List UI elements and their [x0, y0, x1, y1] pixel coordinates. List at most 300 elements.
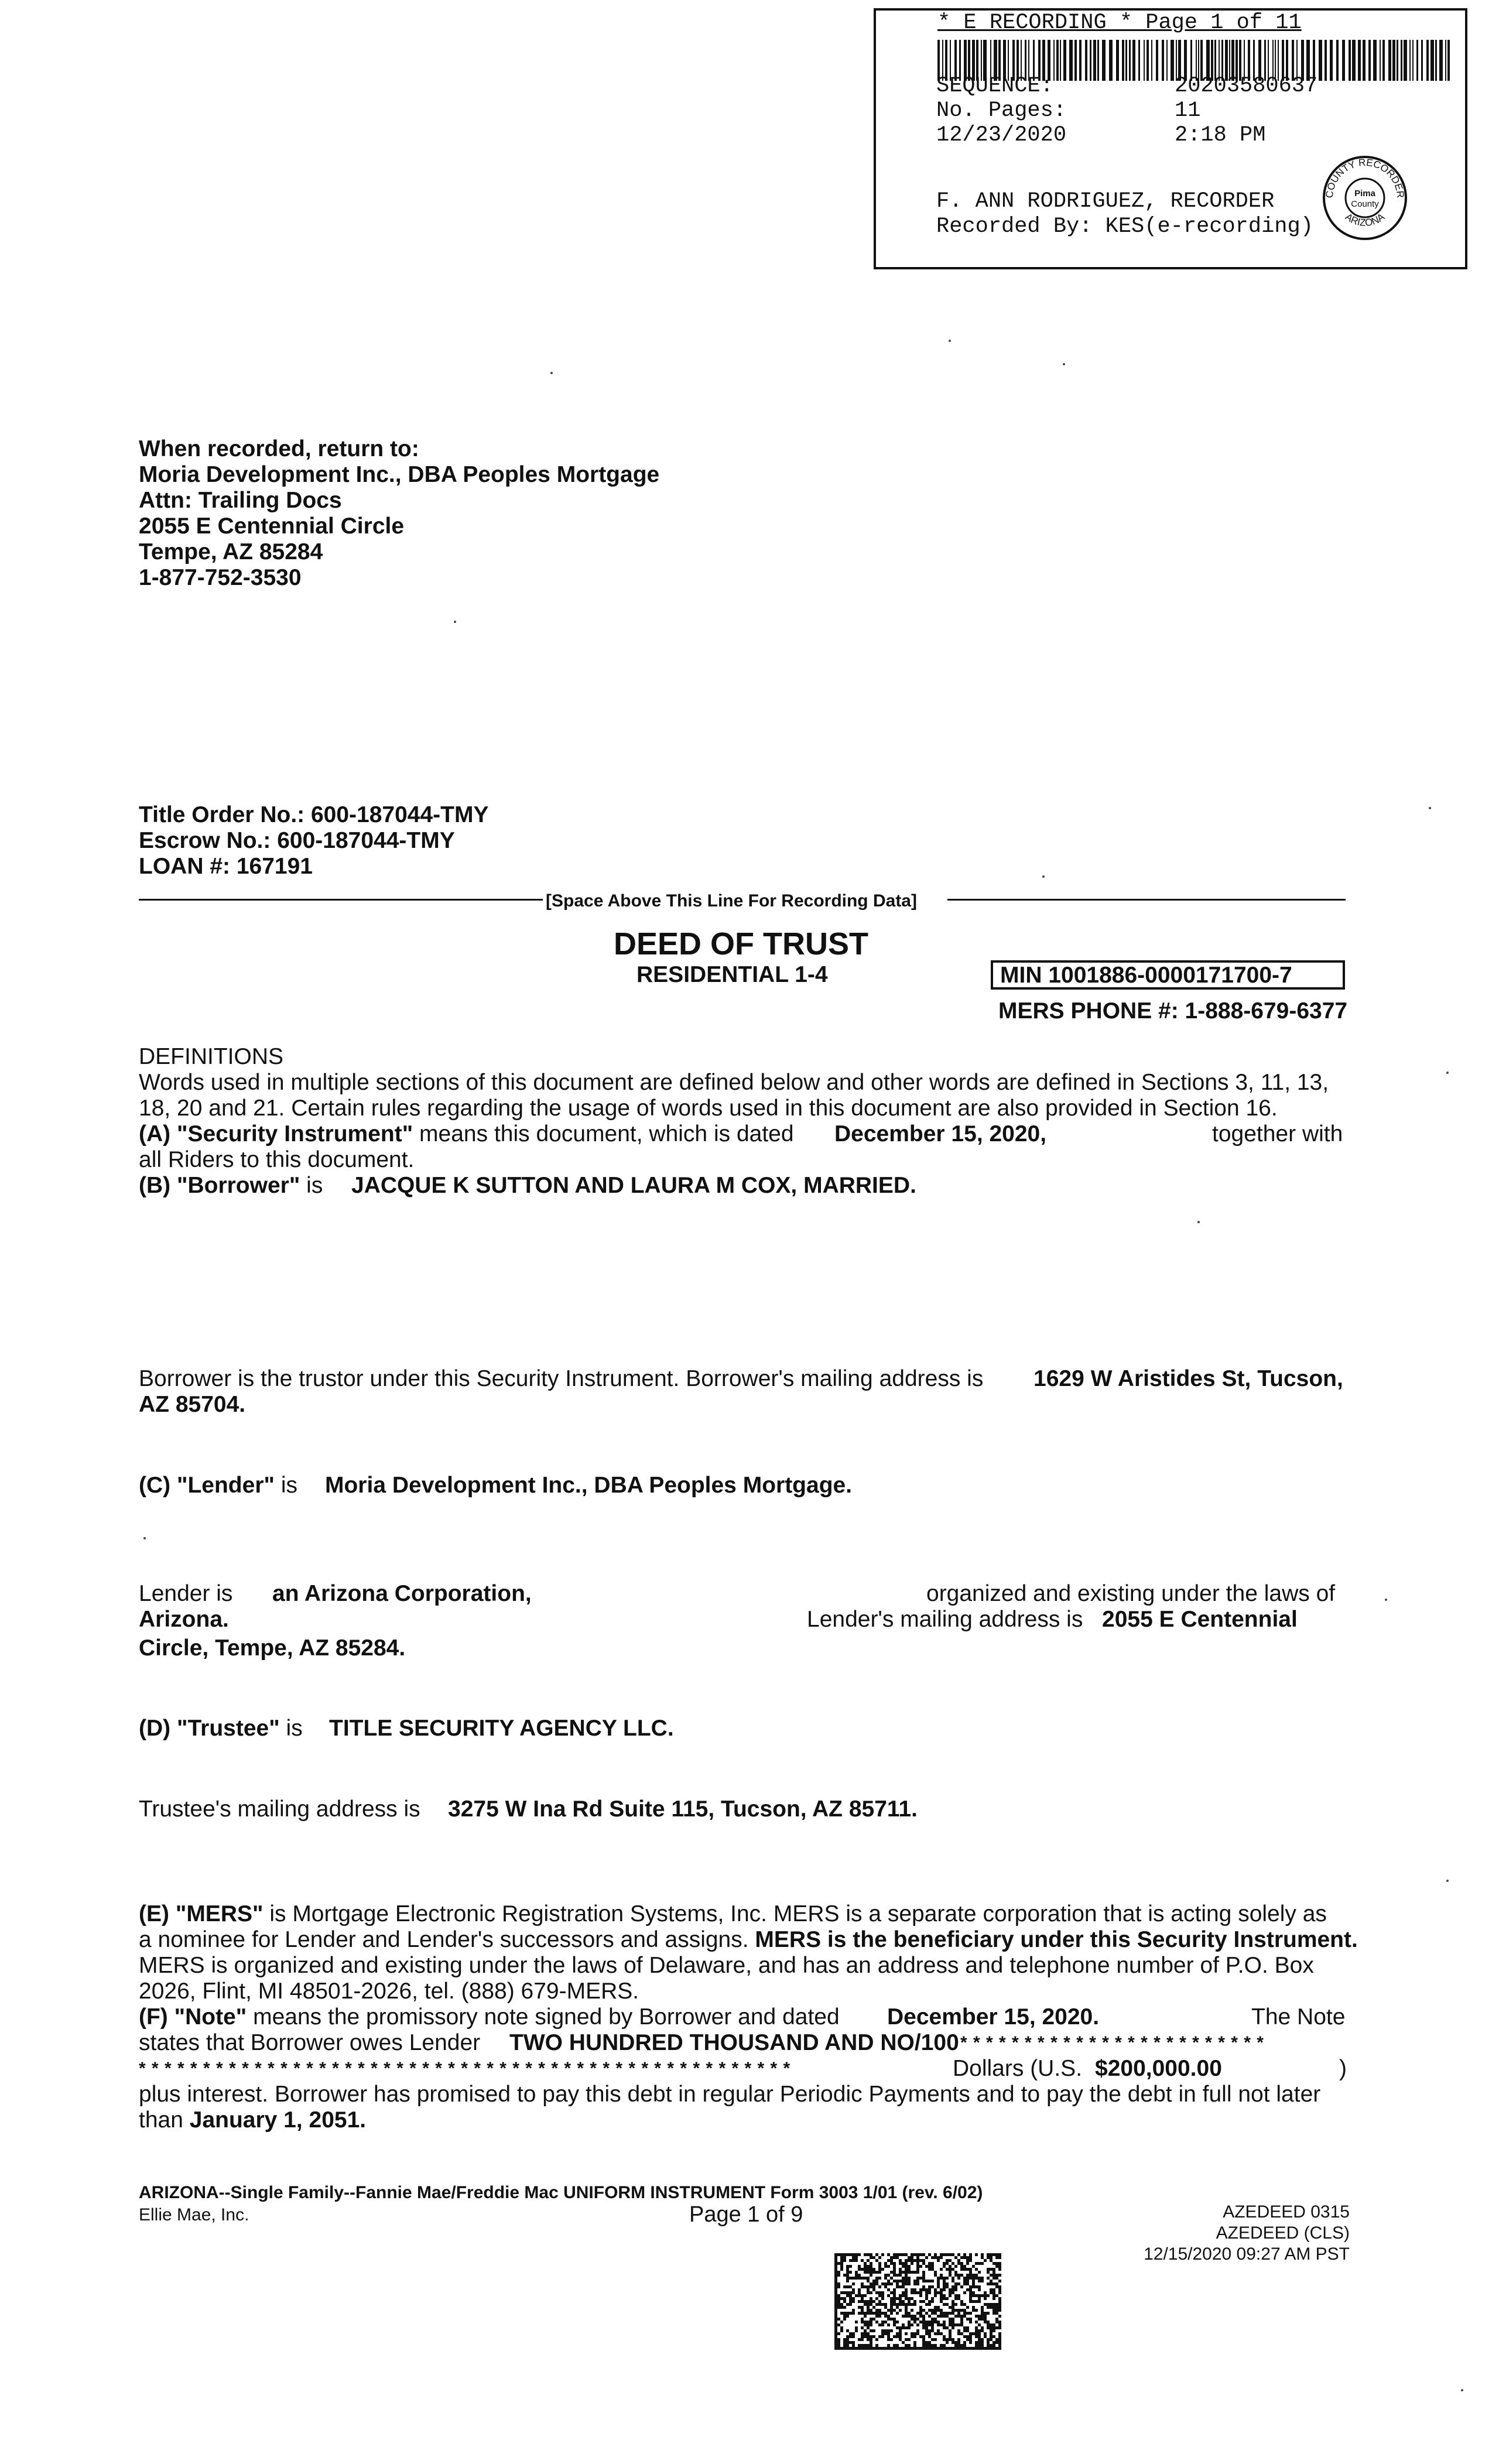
barcode-bar [1380, 40, 1381, 81]
matrix-module [875, 2253, 878, 2256]
matrix-module [908, 2277, 911, 2280]
matrix-module [937, 2321, 940, 2323]
matrix-module [846, 2274, 849, 2277]
definition-e-line-1 [139, 1901, 1327, 1927]
matrix-module [957, 2344, 960, 2347]
matrix-module [834, 2280, 837, 2282]
matrix-module [884, 2315, 887, 2318]
matrix-module [881, 2312, 884, 2315]
footer-code-3: 12/15/2020 09:27 AM PST [1144, 2244, 1350, 2264]
matrix-module [893, 2274, 896, 2277]
matrix-module [858, 2306, 861, 2309]
matrix-module [931, 2329, 934, 2332]
matrix-module [867, 2306, 870, 2309]
lender-is: Lender is [139, 1581, 233, 1606]
matrix-module [849, 2294, 852, 2297]
matrix-module [861, 2300, 864, 2303]
matrix-module [834, 2326, 837, 2329]
matrix-module [867, 2332, 870, 2335]
matrix-module [893, 2297, 896, 2300]
footer-page-number: Page 1 of 9 [689, 2202, 803, 2227]
matrix-module [858, 2294, 861, 2297]
scan-speck [454, 621, 456, 623]
matrix-module [940, 2274, 943, 2277]
matrix-module [872, 2285, 875, 2288]
matrix-module [993, 2329, 995, 2332]
matrix-module [978, 2341, 981, 2344]
matrix-module [855, 2274, 858, 2277]
matrix-module [855, 2326, 858, 2329]
matrix-module [940, 2312, 943, 2315]
matrix-module [864, 2321, 867, 2323]
matrix-module [995, 2312, 998, 2315]
matrix-module [928, 2335, 931, 2338]
matrix-module [972, 2285, 975, 2288]
barcode-bar [1342, 40, 1345, 81]
matrix-module [852, 2288, 855, 2291]
matrix-module [993, 2291, 995, 2294]
barcode-bar [1445, 40, 1446, 81]
matrix-module [919, 2265, 922, 2268]
matrix-module [925, 2256, 928, 2259]
barcode-bar [1056, 40, 1059, 81]
matrix-module [946, 2262, 949, 2265]
asterisk-fill-2: * * * * * * * * * * * * * * * * * * * * * * * * * * * * * * * * * * * * * * * * * * * * * * * * * * * [139, 2059, 791, 2078]
definition-e-text-1: is Mortgage Electronic Registration Systems, Inc. MERS is a separate corporation that is acting solely as [263, 1901, 1327, 1926]
matrix-module [922, 2277, 925, 2280]
matrix-module [899, 2294, 902, 2297]
matrix-module [925, 2297, 928, 2300]
barcode-bar [1382, 40, 1385, 81]
matrix-module [867, 2344, 870, 2347]
matrix-module [922, 2344, 925, 2347]
matrix-module [890, 2347, 893, 2350]
matrix-module [840, 2262, 843, 2265]
matrix-module [878, 2285, 881, 2288]
matrix-module [975, 2332, 978, 2335]
matrix-module [919, 2277, 922, 2280]
matrix-module [963, 2312, 966, 2315]
matrix-module [937, 2259, 940, 2262]
matrix-module [963, 2326, 966, 2329]
matrix-module [913, 2271, 916, 2274]
matrix-module [931, 2262, 934, 2265]
matrix-module [969, 2300, 972, 2303]
matrix-module [905, 2288, 908, 2291]
matrix-module [908, 2265, 911, 2268]
matrix-module [834, 2265, 837, 2268]
matrix-module [878, 2300, 881, 2303]
barcode-bar [1397, 40, 1398, 81]
matrix-module [861, 2332, 864, 2335]
matrix-module [957, 2294, 960, 2297]
matrix-module [849, 2312, 852, 2315]
barcode-bar [1421, 40, 1423, 81]
matrix-module [899, 2285, 902, 2288]
matrix-module [990, 2268, 993, 2271]
matrix-module [960, 2268, 963, 2271]
matrix-module [884, 2312, 887, 2315]
barcode-bar [1352, 40, 1356, 81]
dollars-close-paren: ) [1339, 2056, 1347, 2081]
matrix-module [954, 2256, 957, 2259]
matrix-module [911, 2259, 913, 2262]
matrix-module [954, 2344, 957, 2347]
matrix-module [934, 2306, 937, 2309]
matrix-module [905, 2306, 908, 2309]
matrix-module [902, 2347, 905, 2350]
matrix-module [843, 2306, 846, 2309]
matrix-module [911, 2332, 913, 2335]
matrix-module [972, 2306, 975, 2309]
matrix-module [840, 2321, 843, 2323]
matrix-module [966, 2282, 969, 2285]
matrix-module [916, 2265, 919, 2268]
matrix-module [870, 2312, 872, 2315]
matrix-module [957, 2341, 960, 2344]
matrix-module [925, 2303, 928, 2306]
matrix-module [872, 2347, 875, 2350]
matrix-module [864, 2344, 867, 2347]
matrix-module [969, 2332, 972, 2335]
matrix-module [954, 2282, 957, 2285]
matrix-module [998, 2347, 1001, 2350]
matrix-module [957, 2259, 960, 2262]
matrix-module [952, 2326, 954, 2329]
matrix-module [913, 2335, 916, 2338]
matrix-module [995, 2306, 998, 2309]
matrix-module [957, 2274, 960, 2277]
matrix-module [943, 2344, 946, 2347]
matrix-module [990, 2303, 993, 2306]
matrix-module [998, 2262, 1001, 2265]
matrix-module [919, 2315, 922, 2318]
matrix-module [931, 2321, 934, 2323]
matrix-module [975, 2300, 978, 2303]
matrix-module [940, 2332, 943, 2335]
matrix-module [998, 2253, 1001, 2256]
matrix-module [893, 2318, 896, 2321]
matrix-module [998, 2291, 1001, 2294]
matrix-module [867, 2265, 870, 2268]
matrix-module [949, 2265, 952, 2268]
definition-a [139, 1121, 794, 1147]
matrix-module [834, 2341, 837, 2344]
matrix-module [981, 2312, 984, 2315]
matrix-module [916, 2256, 919, 2259]
matrix-module [919, 2288, 922, 2291]
matrix-module [875, 2259, 878, 2262]
matrix-module [925, 2329, 928, 2332]
matrix-module [940, 2256, 943, 2259]
matrix-module [946, 2338, 949, 2341]
matrix-module [949, 2268, 952, 2271]
matrix-module [916, 2332, 919, 2335]
matrix-module [896, 2282, 899, 2285]
matrix-module [875, 2312, 878, 2315]
matrix-module [840, 2253, 843, 2256]
matrix-module [975, 2277, 978, 2280]
matrix-module [957, 2315, 960, 2318]
barcode-bar [1156, 40, 1158, 81]
matrix-module [972, 2347, 975, 2350]
matrix-module [846, 2271, 849, 2274]
matrix-module [940, 2309, 943, 2312]
matrix-module [954, 2341, 957, 2344]
matrix-module [928, 2341, 931, 2344]
matrix-module [849, 2335, 852, 2338]
matrix-module [934, 2291, 937, 2294]
matrix-module [952, 2306, 954, 2309]
note-date: December 15, 2020. [887, 2004, 1100, 2030]
matrix-module [908, 2303, 911, 2306]
matrix-module [872, 2288, 875, 2291]
matrix-module [887, 2344, 890, 2347]
matrix-module [858, 2291, 861, 2294]
matrix-module [963, 2280, 966, 2282]
matrix-module [931, 2280, 934, 2282]
matrix-module [864, 2268, 867, 2271]
sequence-value: 20203580637 [1175, 74, 1318, 98]
matrix-module [861, 2297, 864, 2300]
matrix-module [963, 2335, 966, 2338]
matrix-module [952, 2347, 954, 2350]
matrix-module [993, 2341, 995, 2344]
matrix-module [990, 2259, 993, 2262]
barcode-bar [1426, 40, 1429, 81]
matrix-module [993, 2271, 995, 2274]
return-to-company: Moria Development Inc., DBA Peoples Mortgage [139, 462, 660, 487]
matrix-module [902, 2271, 905, 2274]
definition-c-label: (C) "Lender" [139, 1473, 275, 1498]
matrix-module [834, 2271, 837, 2274]
matrix-module [908, 2312, 911, 2315]
matrix-module [896, 2332, 899, 2335]
matrix-module [872, 2335, 875, 2338]
matrix-module [884, 2321, 887, 2323]
matrix-module [922, 2347, 925, 2350]
matrix-module [993, 2288, 995, 2291]
barcode-bar [1166, 40, 1168, 81]
matrix-module [896, 2335, 899, 2338]
recording-stamp [874, 8, 1467, 269]
matrix-module [954, 2347, 957, 2350]
matrix-module [934, 2256, 937, 2259]
matrix-module [878, 2335, 881, 2338]
matrix-module [928, 2285, 931, 2288]
matrix-module [843, 2338, 846, 2341]
matrix-module [998, 2306, 1001, 2309]
matrix-module [861, 2312, 864, 2315]
definition-b-label: (B) "Borrower" [139, 1173, 300, 1198]
matrix-module [969, 2312, 972, 2315]
matrix-module [943, 2294, 946, 2297]
barcode-bar [1325, 40, 1327, 81]
scan-speck [1429, 807, 1431, 809]
scan-speck [1042, 875, 1045, 878]
matrix-module [890, 2291, 893, 2294]
matrix-module [990, 2326, 993, 2329]
matrix-module [855, 2329, 858, 2332]
matrix-module [931, 2344, 934, 2347]
matrix-module [905, 2282, 908, 2285]
matrix-module [913, 2253, 916, 2256]
matrix-module [858, 2338, 861, 2341]
matrix-module [852, 2253, 855, 2256]
matrix-module [922, 2338, 925, 2341]
matrix-module [943, 2253, 946, 2256]
matrix-module [984, 2259, 987, 2262]
matrix-module [972, 2309, 975, 2312]
matrix-module [966, 2329, 969, 2332]
matrix-module [890, 2256, 893, 2259]
matrix-module [855, 2321, 858, 2323]
matrix-module [949, 2253, 952, 2256]
matrix-module [867, 2268, 870, 2271]
matrix-module [987, 2323, 990, 2326]
matrix-module [870, 2285, 872, 2288]
matrix-module [975, 2253, 978, 2256]
matrix-module [834, 2282, 837, 2285]
matrix-module [870, 2271, 872, 2274]
matrix-module [943, 2323, 946, 2326]
borrower-address-text: Borrower is the trustor under this Security Instrument. Borrower's mailing address is [139, 1366, 984, 1391]
matrix-module [837, 2338, 840, 2341]
definition-a-text: means this document, which is dated [413, 1121, 794, 1147]
matrix-module [887, 2332, 890, 2335]
matrix-module [952, 2318, 954, 2321]
matrix-module [978, 2277, 981, 2280]
matrix-module [963, 2341, 966, 2344]
matrix-module [940, 2268, 943, 2271]
matrix-module [940, 2347, 943, 2350]
matrix-module [840, 2291, 843, 2294]
matrix-module [949, 2329, 952, 2332]
matrix-module [949, 2335, 952, 2338]
matrix-module [984, 2318, 987, 2321]
matrix-module [884, 2277, 887, 2280]
matrix-module [890, 2309, 893, 2312]
matrix-module [934, 2347, 937, 2350]
barcode-bar [1093, 40, 1096, 81]
matrix-module [943, 2282, 946, 2285]
borrower-names: JACQUE K SUTTON AND LAURA M COX, MARRIED. [351, 1173, 916, 1198]
borrower-address-zip: AZ 85704. [139, 1392, 246, 1417]
footer-vendor: Ellie Mae, Inc. [139, 2205, 249, 2225]
matrix-module [916, 2262, 919, 2265]
matrix-module [916, 2277, 919, 2280]
matrix-module [952, 2268, 954, 2271]
matrix-module [890, 2303, 893, 2306]
matrix-module [896, 2347, 899, 2350]
barcode-bar [1330, 40, 1333, 81]
matrix-module [881, 2335, 884, 2338]
matrix-module [881, 2282, 884, 2285]
matrix-module [969, 2294, 972, 2297]
recording-header: * E RECORDING * Page 1 of 11 [937, 11, 1302, 35]
matrix-module [963, 2344, 966, 2347]
matrix-module [881, 2297, 884, 2300]
matrix-module [911, 2309, 913, 2312]
matrix-module [893, 2309, 896, 2312]
min-number: MIN 1001886-0000171700-7 [1000, 963, 1292, 988]
matrix-module [843, 2285, 846, 2288]
barcode-bar [1358, 40, 1361, 81]
matrix-module [905, 2312, 908, 2315]
space-above-line: [Space Above This Line For Recording Data] [546, 891, 917, 911]
matrix-module [957, 2262, 960, 2265]
matrix-module [834, 2323, 837, 2326]
matrix-module [954, 2285, 957, 2288]
matrix-module [846, 2285, 849, 2288]
lender-state: Arizona. [139, 1607, 229, 1632]
matrix-module [846, 2291, 849, 2294]
matrix-module [834, 2335, 837, 2338]
matrix-module [893, 2268, 896, 2271]
matrix-module [960, 2321, 963, 2323]
matrix-module [931, 2300, 934, 2303]
matrix-module [905, 2294, 908, 2297]
matrix-module [931, 2285, 934, 2288]
matrix-module [998, 2338, 1001, 2341]
matrix-module [875, 2309, 878, 2312]
matrix-module [870, 2268, 872, 2271]
matrix-module [963, 2282, 966, 2285]
matrix-module [858, 2347, 861, 2350]
matrix-module [913, 2291, 916, 2294]
matrix-module [952, 2277, 954, 2280]
matrix-module [911, 2303, 913, 2306]
matrix-module [905, 2297, 908, 2300]
definition-f-line-2: states that Borrower owes Lender [139, 2030, 481, 2055]
matrix-module [846, 2294, 849, 2297]
matrix-module [896, 2297, 899, 2300]
matrix-module [954, 2297, 957, 2300]
matrix-module [952, 2291, 954, 2294]
matrix-module [870, 2262, 872, 2265]
matrix-module [843, 2300, 846, 2303]
matrix-module [875, 2344, 878, 2347]
matrix-module [837, 2332, 840, 2335]
matrix-module [878, 2291, 881, 2294]
matrix-module [837, 2262, 840, 2265]
matrix-module [855, 2277, 858, 2280]
matrix-module [998, 2332, 1001, 2335]
matrix-module [902, 2262, 905, 2265]
matrix-module [928, 2315, 931, 2318]
matrix-module [902, 2265, 905, 2268]
matrix-module [963, 2277, 966, 2280]
matrix-module [960, 2262, 963, 2265]
matrix-module [925, 2344, 928, 2347]
matrix-module [940, 2315, 943, 2318]
matrix-module [887, 2259, 890, 2262]
matrix-module [919, 2335, 922, 2338]
matrix-module [887, 2294, 890, 2297]
matrix-module [919, 2347, 922, 2350]
matrix-module [911, 2288, 913, 2291]
matrix-module [937, 2309, 940, 2312]
barcode-bar [1319, 40, 1322, 81]
matrix-module [966, 2274, 969, 2277]
barcode-bar [1336, 40, 1339, 81]
barcode-bar [1122, 40, 1124, 81]
matrix-module [908, 2259, 911, 2262]
matrix-module [911, 2347, 913, 2350]
matrix-module [960, 2300, 963, 2303]
matrix-module [943, 2277, 946, 2280]
matrix-module [913, 2332, 916, 2335]
